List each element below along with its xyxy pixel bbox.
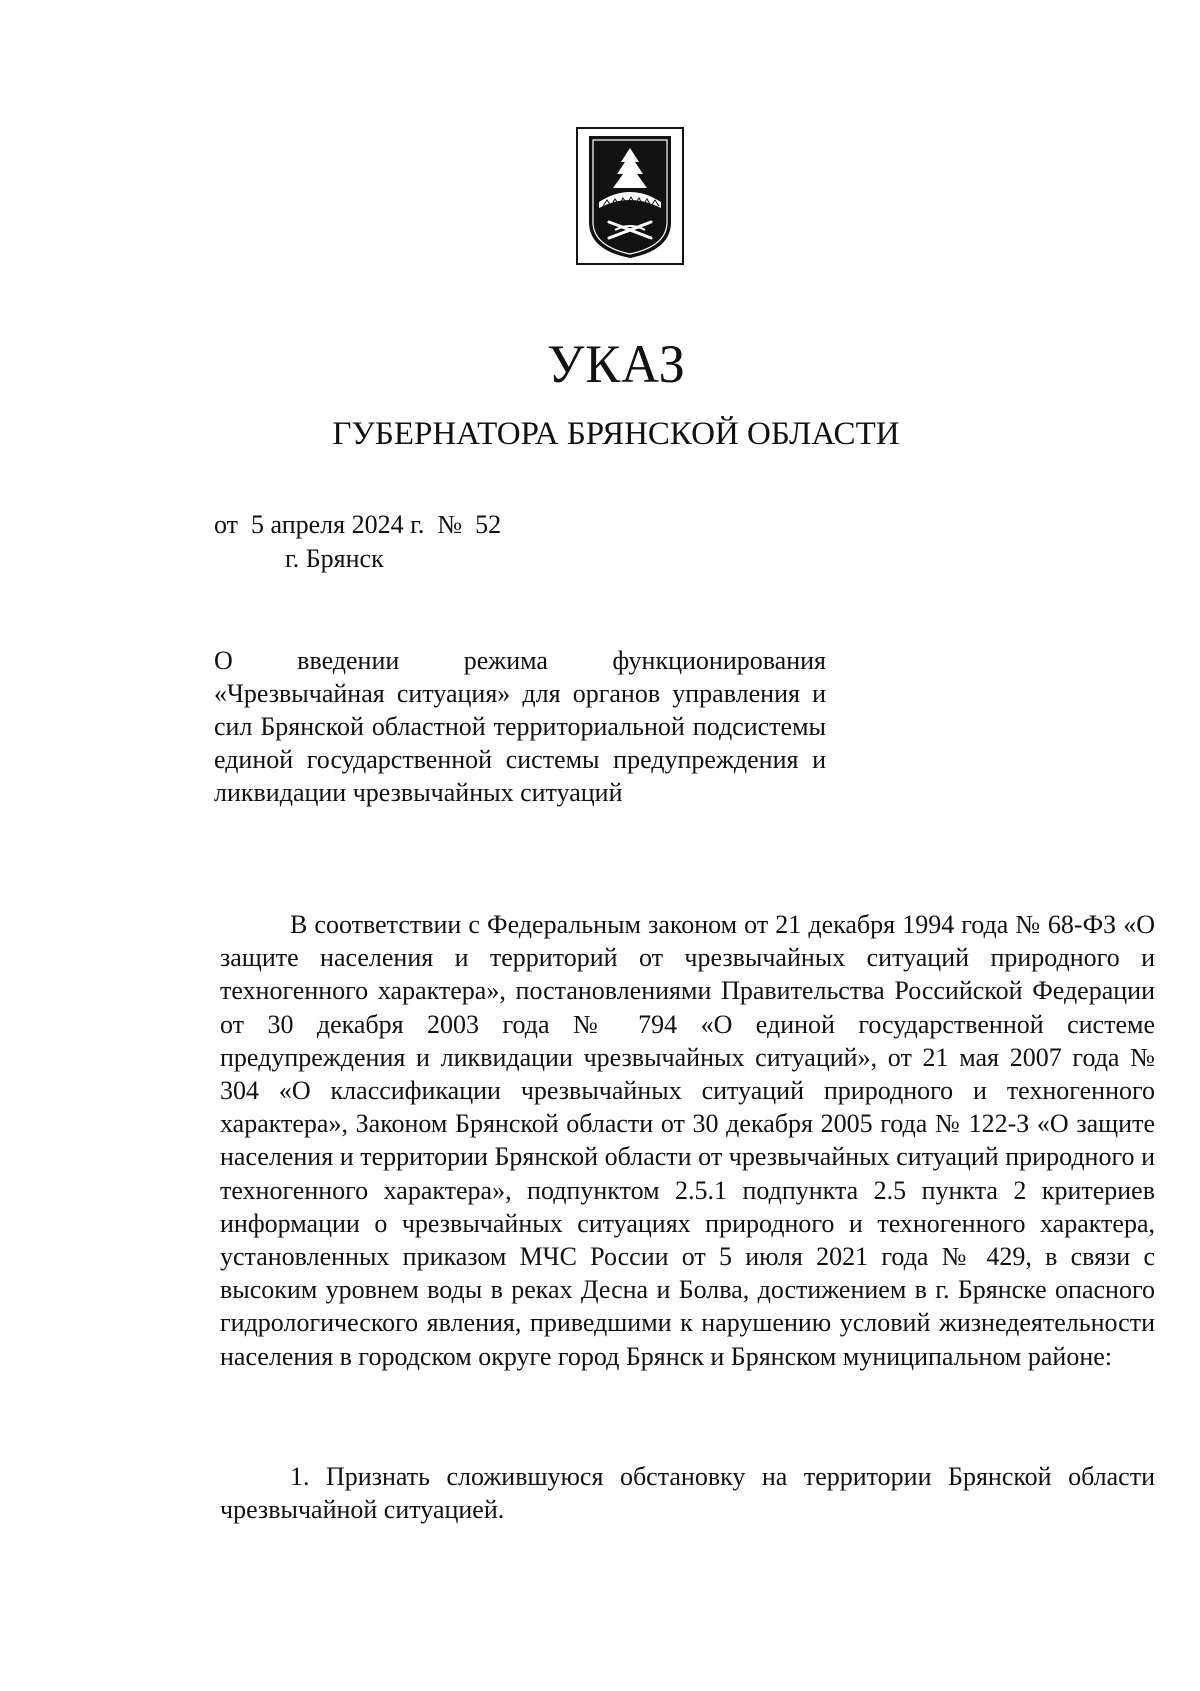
document-subtitle: ГУБЕРНАТОРА БРЯНСКОЙ ОБЛАСТИ: [332, 416, 900, 452]
document-preamble: В соответствии с Федеральным законом от 21 декабря 1994 года № 68-ФЗ «О защите населения и территорий от чрезвычайных ситуаций природного и техногенного характера», постановлениями Правительства Российской Федерации от 30 декабря 2003 года № 794 «О единой государственной системе предупреждения и ликвидации чрезвычайных ситуаций», от 21 мая 2007 года № 304 «О классификации чрезвычайных ситуаций природного и техногенного характера», Законом Брянской области от 30 декабря 2005 года № 122-З «О защите населения и территории Брянской области от чрезвычайных ситуаций природного и техногенного характера», подпунктом 2.5.1 подпункта 2.5 пункта 2 критериев информации о чрезвычайных ситуациях природного и техногенного характера, установленных приказом МЧС России от 5 июля 2021 года № 429, в связи с высоким уровнем воды в реках Десна и Болва, достижением в г. Брянске опасного гидрологического явления, приведшими к нарушению условий жизнедеятельности населения в городском округе город Брянск и Брянском муниципальном районе:: [220, 910, 1155, 1371]
document-heading: О введении режима функционирования «Чрезвычайная ситуация» для органов управления и сил Брянской областной территориальной подсистемы единой государственной системы предупреждения и ликвидации чрезвычайных ситуаций: [214, 646, 826, 807]
document-place: г. Брянск: [285, 544, 384, 573]
document-title: УКАЗ: [547, 334, 686, 394]
document-date-number: от 5 апреля 2024 г. № 52: [214, 510, 502, 539]
coat-of-arms-icon: [575, 126, 685, 266]
document-item-1: 1. Признать сложившуюся обстановку на территории Брянской области чрезвычайной ситуацией.: [220, 1462, 1155, 1524]
